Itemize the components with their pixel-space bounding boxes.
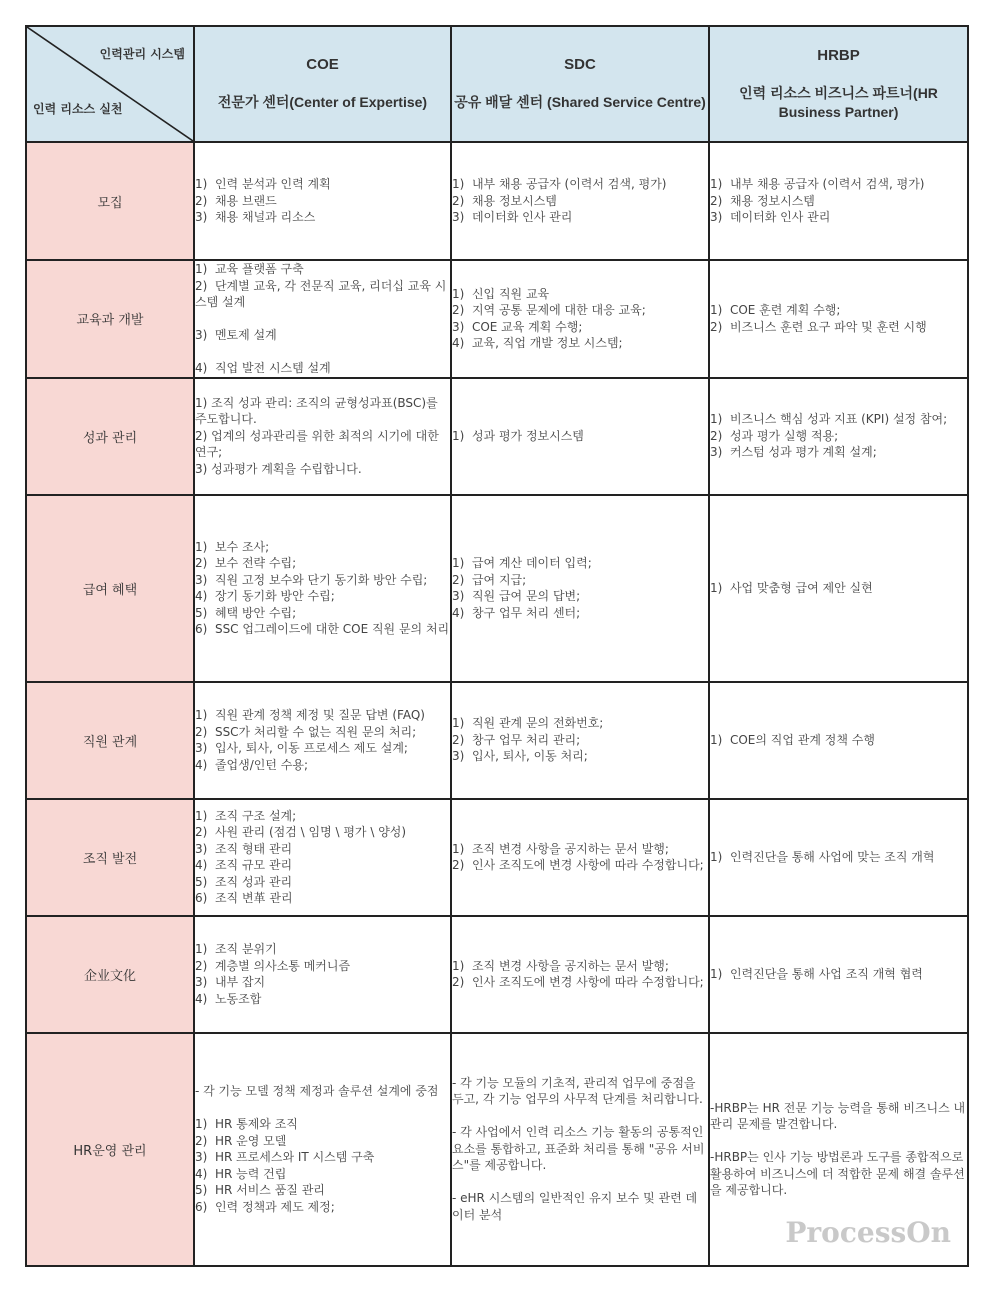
cell-line: 1) 사업 맞춤형 급여 제안 실현 <box>710 580 873 595</box>
cell-hrbp <box>709 142 968 260</box>
cell-line: 4) 창구 업무 처리 센터; <box>452 605 581 620</box>
cell-line: 2) 보수 전략 수립; <box>195 556 297 570</box>
cell-sdc <box>451 1033 709 1266</box>
cell-coe <box>194 682 451 799</box>
cell-line: 3) 조직 형태 관리 <box>195 841 293 856</box>
cell-coe <box>194 378 451 495</box>
cell-line: 2) 지역 공통 문제에 대한 대응 교육; <box>452 303 646 318</box>
cell-line: -HRBP는 인사 기능 방법론과 도구를 종합적으로 활용하여 비즈니스에 더 적합한 문제 해결 솔루션을 제공합니다. <box>710 1150 968 1197</box>
cell-line <box>452 1174 708 1191</box>
cell-sdc <box>451 260 709 378</box>
table-row <box>26 682 968 799</box>
cell-hrbp <box>709 682 968 799</box>
cell-line: 2) 단계별 교육, 각 전문직 교육, 리더십 교육 시스템 설계 <box>195 278 447 309</box>
cell-line: 1) 성과 평가 정보시스템 <box>452 428 584 443</box>
cell-line: 2) 급여 지급; <box>452 572 527 587</box>
cell-line: 3) 직원 급여 문의 답변; <box>452 589 581 603</box>
cell-line: 6) 조직 변革 관리 <box>195 891 293 905</box>
cell-line: 1) 조직 성과 관리: 조직의 균형성과표(BSC)를 주도합니다. <box>195 395 442 427</box>
cell-line: 1) 인력 분석과 인력 계획 <box>195 177 331 192</box>
cell-hrbp <box>709 495 968 682</box>
cell-line: 2) 인사 조직도에 변경 사항에 따라 수정합니다; <box>452 975 704 989</box>
cell-line: 1) 조직 구조 설계; <box>195 808 297 823</box>
cell-line: 6) 인력 정책과 제도 제정; <box>195 1199 335 1214</box>
column-code: SDC <box>564 56 596 73</box>
cell-line: 2) 인사 조직도에 변경 사항에 따라 수정합니다; <box>452 858 704 872</box>
header-row <box>26 26 968 142</box>
cell-line: 1) 급여 계산 데이터 입력; <box>452 556 592 570</box>
column-code: HRBP <box>817 46 860 64</box>
row-header: 企业文化 <box>26 916 194 1033</box>
matrix-body <box>26 142 968 1266</box>
column-header-coe <box>194 26 451 142</box>
cell-line: 3) 멘토제 설계 <box>195 328 277 342</box>
cell-line <box>710 1133 967 1150</box>
cell-hrbp <box>709 260 968 378</box>
cell-line: 2) 채용 정보시스템 <box>452 193 557 208</box>
cell-line: 2) HR 운영 모델 <box>195 1133 287 1148</box>
cell-line: 1) 내부 채용 공급자 (이력서 검색, 평가) <box>710 177 925 192</box>
cell-line: 2) 채용 브랜드 <box>195 193 277 208</box>
cell-line: 4) 장기 동기화 방안 수립; <box>195 589 335 603</box>
cell-line: 5) HR 서비스 품질 관리 <box>195 1183 325 1197</box>
cell-coe <box>194 1033 451 1266</box>
cell-sdc <box>451 916 709 1033</box>
cell-line: 3) 직원 고정 보수와 단기 동기화 방안 수립; <box>195 572 428 587</box>
row-header: 급여 혜택 <box>26 495 194 682</box>
cell-coe <box>194 799 451 916</box>
cell-hrbp <box>709 799 968 916</box>
cell-line: 3) 채용 채널과 리소스 <box>195 210 316 225</box>
row-header: 모집 <box>26 142 194 260</box>
cell-line <box>452 1108 708 1125</box>
cell-line: 1) COE 훈련 계획 수행; <box>710 303 841 318</box>
cell-line: 5) 조직 성과 관리 <box>195 874 293 889</box>
table-row <box>26 260 968 378</box>
cell-line: 3) COE 교육 계획 수행; <box>452 319 583 334</box>
table-row <box>26 916 968 1033</box>
cell-line: 2) 업계의 성과관리를 위한 최적의 시기에 대한 연구; <box>195 428 443 460</box>
row-header: 직원 관계 <box>26 682 194 799</box>
cell-line: 2) 창구 업무 처리 관리; <box>452 732 581 747</box>
cell-line: 4) 노동조합 <box>195 991 262 1006</box>
cell-line: 2) 채용 정보시스템 <box>710 193 815 208</box>
cell-coe <box>194 495 451 682</box>
cell-line: 4) 직업 발전 시스템 설계 <box>195 361 331 375</box>
cell-line: -HRBP는 HR 전문 기능 능력을 통해 비즈니스 내 관리 문제를 발견합니다. <box>710 1100 969 1131</box>
row-header: HR운영 관리 <box>26 1033 194 1266</box>
cell-line: 3) 성과평가 계획을 수립합니다. <box>195 461 362 476</box>
cell-line: 3) 입사, 퇴사, 이동 처리; <box>452 749 588 764</box>
corner-bottom-label: 인력 리소스 실천 <box>33 102 123 116</box>
cell-line: 1) 인력진단을 통해 사업 조직 개혁 협력 <box>710 966 923 981</box>
cell-line: 3) 입사, 퇴사, 이동 프로세스 제도 설계; <box>195 741 408 755</box>
table-row <box>26 495 968 682</box>
cell-line: - 각 사업에서 인력 리소스 기능 활동의 공통적인 요소를 통합하고, 표준화 처리를 통해 "공유 서비스"를 제공합니다. <box>452 1125 708 1173</box>
cell-line: 1) 비즈니스 핵심 성과 지표 (KPI) 설정 참여; <box>710 412 948 427</box>
cell-sdc <box>451 682 709 799</box>
hr-matrix-table <box>25 25 969 1267</box>
cell-line: 1) 교육 플랫폼 구축 <box>195 262 304 276</box>
corner-top-label: 인력관리 시스템 <box>99 47 185 61</box>
cell-sdc <box>451 799 709 916</box>
cell-line: 2) 계층별 의사소통 메커니즘 <box>195 958 351 973</box>
cell-line: 6) SSC 업그레이드에 대한 COE 직원 문의 처리 <box>195 622 450 636</box>
cell-line: 2) SSC가 처리할 수 없는 직원 문의 처리; <box>195 724 417 739</box>
table-row <box>26 142 968 260</box>
row-header: 성과 관리 <box>26 378 194 495</box>
cell-line: - eHR 시스템의 일반적인 유지 보수 및 관련 데이터 분석 <box>452 1191 698 1222</box>
cell-line <box>195 344 450 361</box>
cell-line: 1) 보수 조사; <box>195 539 270 554</box>
cell-hrbp <box>709 916 968 1033</box>
cell-line: 3) 데이터화 인사 관리 <box>452 210 573 225</box>
cell-line: 1) 조직 변경 사항을 공지하는 문서 발행; <box>452 841 669 856</box>
cell-line: - 각 기능 모델 정책 제정과 솔루션 설계에 중점 <box>195 1084 439 1098</box>
cell-sdc <box>451 378 709 495</box>
cell-line <box>195 311 450 328</box>
cell-line: 3) 커스텀 성과 평가 계획 설계; <box>710 445 877 460</box>
cell-coe <box>194 916 451 1033</box>
cell-line: - 각 기능 모듈의 기초적, 관리적 업무에 중점을 두고, 각 기능 업무의 사무적 단계를 처리합니다. <box>452 1075 703 1107</box>
cell-line: 2) 사원 관리 (점검 \ 임명 \ 평가 \ 양성) <box>195 825 407 839</box>
cell-line: 4) 졸업생/인턴 수용; <box>195 757 308 772</box>
cell-line: 4) 교육, 직업 개발 정보 시스템; <box>452 336 623 351</box>
cell-line: 2) 성과 평가 실행 적용; <box>710 428 839 443</box>
cell-line: 1) 조직 변경 사항을 공지하는 문서 발행; <box>452 958 669 973</box>
cell-line: 5) 혜택 방안 수립; <box>195 605 297 620</box>
row-header: 교육과 개발 <box>26 260 194 378</box>
cell-sdc <box>451 142 709 260</box>
cell-coe <box>194 142 451 260</box>
column-desc: 인력 리소스 비즈니스 파트너(HR Business Partner) <box>739 84 938 120</box>
cell-line: 2) 비즈니스 훈련 요구 파악 및 훈련 시행 <box>710 319 927 334</box>
cell-line: 3) HR 프로세스와 IT 시스템 구축 <box>195 1150 375 1164</box>
cell-line: 1) 내부 채용 공급자 (이력서 검색, 평가) <box>452 177 667 192</box>
table-row <box>26 799 968 916</box>
column-desc: 공유 배달 센터 (Shared Service Centre) <box>454 94 706 110</box>
cell-sdc <box>451 495 709 682</box>
cell-line: 3) 데이터화 인사 관리 <box>710 210 831 225</box>
cell-line: 1) COE의 직업 관계 정책 수행 <box>710 732 875 747</box>
cell-hrbp <box>709 378 968 495</box>
corner-cell <box>26 26 194 142</box>
column-header-hrbp <box>709 26 968 142</box>
column-header-sdc <box>451 26 709 142</box>
cell-line: 1) 인력진단을 통해 사업에 맞는 조직 개혁 <box>710 849 935 864</box>
cell-coe <box>194 260 451 378</box>
processon-watermark: ProcessOn <box>785 1216 951 1249</box>
cell-line: 1) 조직 분위기 <box>195 942 277 956</box>
column-desc: 전문가 센터(Center of Expertise) <box>217 94 428 110</box>
cell-line: 4) 조직 규모 관리 <box>195 858 293 872</box>
cell-line: 1) 신입 직원 교육 <box>452 286 550 301</box>
cell-line: 1) 직원 관계 문의 전화번호; <box>452 716 604 731</box>
cell-line: 1) HR 통제와 조직 <box>195 1117 298 1131</box>
cell-line: 1) 직원 관계 정책 제정 및 질문 답변 (FAQ) <box>195 708 425 722</box>
cell-line <box>195 1100 450 1117</box>
cell-line: 3) 내부 잡지 <box>195 975 266 989</box>
column-code: COE <box>306 56 339 73</box>
row-header: 조직 발전 <box>26 799 194 916</box>
cell-line: 4) HR 능력 건립 <box>195 1166 287 1181</box>
table-row <box>26 378 968 495</box>
